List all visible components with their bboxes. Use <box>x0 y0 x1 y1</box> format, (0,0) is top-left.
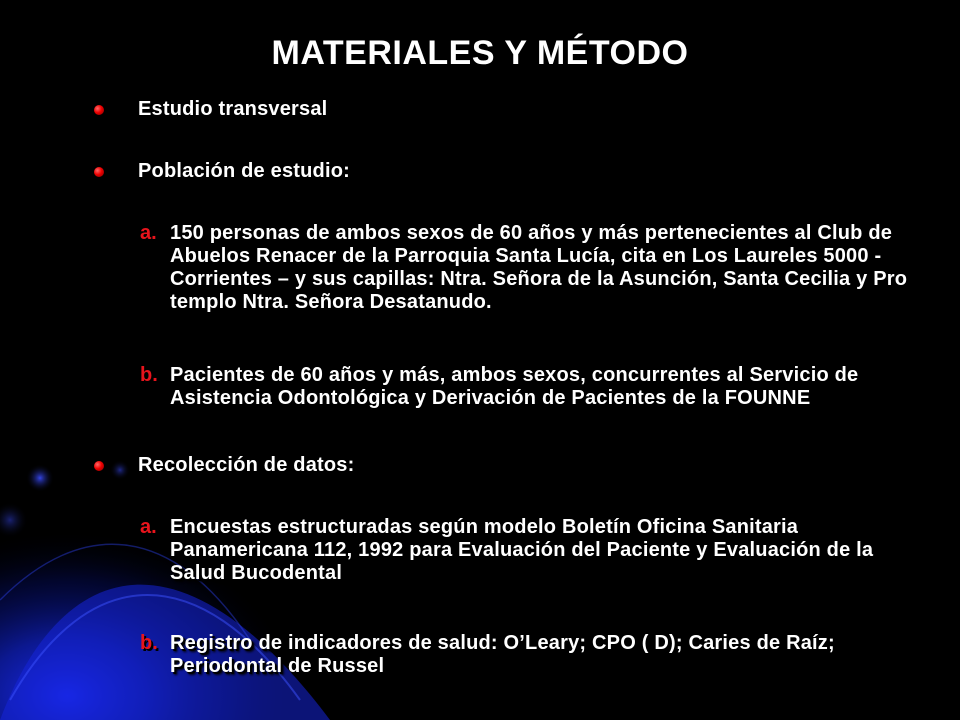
bullet-icon <box>94 105 104 115</box>
list-letter: a. <box>140 516 157 538</box>
sub-item-a-population: 150 personas de ambos sexos de 60 años y más pertenecientes al Club de Abuelos Renacer de la Parroquia Santa Lucía, cita en Los Laureles 5000 - Corrientes – y sus capillas: Ntra. Señora de la Asunción, Santa Cecilia y Pro templo Ntra. Señora Desatanudo. <box>170 222 908 313</box>
bullet-item-1: Estudio transversal <box>138 98 328 120</box>
list-letter: a. <box>140 222 157 244</box>
sub-item-b-population: Pacientes de 60 años y más, ambos sexos, concurrentes al Servicio de Asistencia Odontológica y Derivación de Pacientes de la FOUNNE <box>170 364 859 409</box>
sub-item-a-data: Encuestas estructuradas según modelo Boletín Oficina Sanitaria Panamericana 112, 1992 para Evaluación del Paciente y Evaluación de la Salud Bucodental <box>170 516 874 584</box>
bullet-icon <box>94 461 104 471</box>
bullet-item-3: Recolección de datos: <box>138 454 355 476</box>
bullet-icon <box>94 167 104 177</box>
bullet-item-2: Población de estudio: <box>138 160 350 182</box>
list-letter: b. <box>140 364 158 386</box>
slide-title: MATERIALES Y MÉTODO <box>271 34 689 72</box>
list-letter: b. <box>140 632 158 654</box>
sub-item-b-data: Registro de indicadores de salud: O’Leary; CPO ( D); Caries de Raíz; Periodontal de Russel <box>170 632 835 677</box>
